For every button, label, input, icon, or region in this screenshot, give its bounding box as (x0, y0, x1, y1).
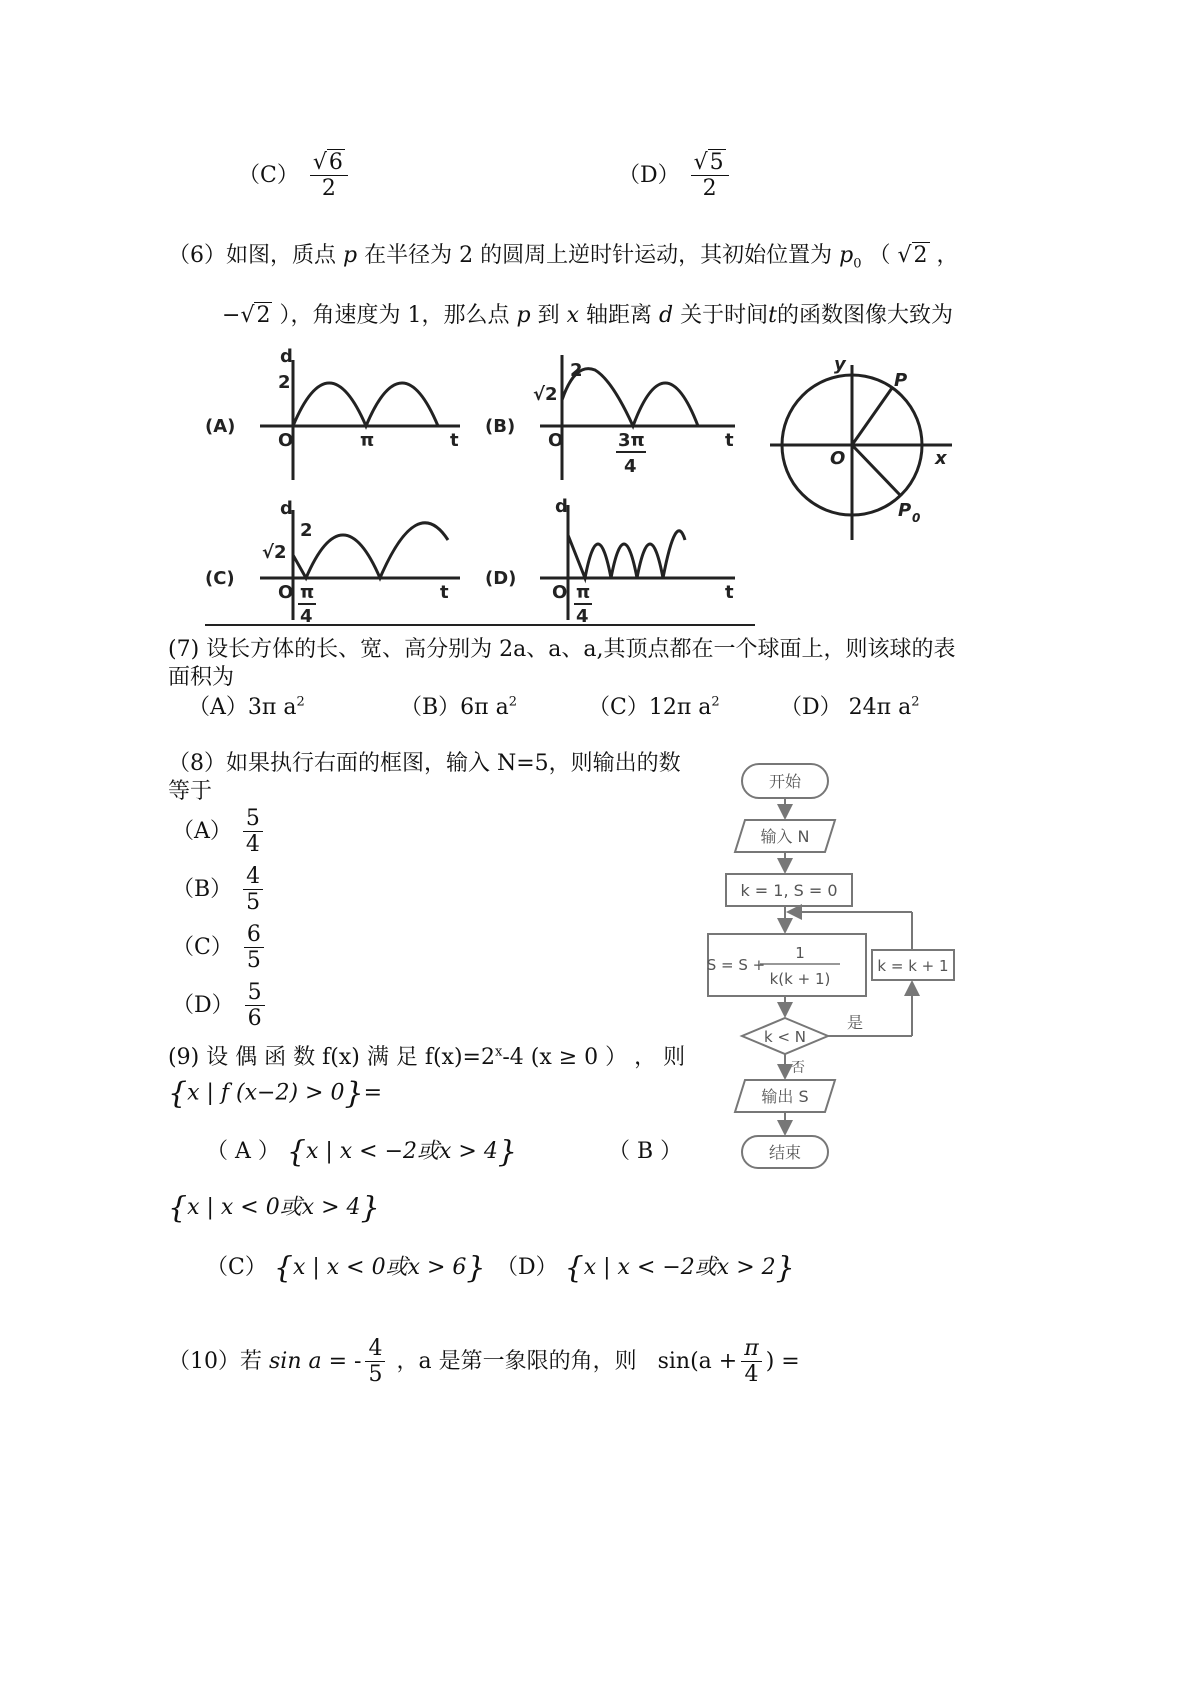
numerator: 5 (245, 980, 265, 1006)
radicand: 6 (328, 150, 343, 175)
option-label: （C） (238, 162, 299, 188)
var-x: x (566, 303, 579, 328)
q8-option-b (172, 864, 267, 916)
option-text: （B）6π a (400, 695, 509, 720)
q5-option-c (238, 150, 352, 202)
exponent: 2 (508, 694, 518, 710)
q6-circle-diagram (770, 350, 970, 550)
text: ），角速度为 1，那么点 (279, 303, 510, 328)
axis-label-d: d (555, 496, 568, 517)
fraction (244, 922, 264, 974)
origin-label: O (548, 430, 564, 451)
axis-label-t: t (450, 430, 459, 451)
denominator: 6 (247, 1006, 262, 1032)
input-label: 输入 N (760, 827, 810, 846)
var-p0: p (839, 243, 854, 268)
q8-flowchart (700, 760, 970, 1170)
exponent: 2 (296, 694, 305, 710)
set-text: x | f (x−2) > 0 (187, 1080, 345, 1106)
fraction (243, 806, 263, 858)
q7-text-line1: (7) 设长方体的长、宽、高分别为 2a、a、a,其顶点都在一个球面上，则该球的表 (168, 637, 956, 662)
text: 关于时间 (680, 303, 769, 328)
numerator: 6 (244, 922, 264, 948)
fraction (243, 864, 263, 916)
option-label: （D） (618, 162, 680, 188)
radicand: 2 (256, 303, 271, 328)
tick-label-4: 4 (576, 606, 589, 627)
q9-option-a: （ A ） {x | x < −2或x > 4} (206, 1134, 517, 1170)
tick-label-sqrt2: √2 (533, 384, 558, 405)
graph-c-label: (C) (205, 568, 235, 589)
cond-label: k < N (763, 1028, 807, 1046)
text: （ (868, 243, 891, 268)
q6-line2 (222, 298, 953, 329)
set-text: x | x < −2或x > 2 (583, 1255, 776, 1280)
exponent: 2 (711, 694, 720, 710)
q9-option-b-set: {x | x < 0或x > 4} (168, 1190, 380, 1226)
q6-line1 (168, 238, 959, 271)
origin-label: O (278, 582, 294, 603)
var-t: t (768, 303, 777, 328)
q7-option-c (588, 690, 720, 721)
axis-label-d: d (280, 498, 293, 519)
numerator: 4 (365, 1336, 385, 1362)
exponent: 2 (911, 694, 920, 710)
fraction: $\frac{√5}{2}$ (691, 150, 729, 202)
x-label: x (935, 448, 947, 469)
text: （6）如图，质点 (168, 243, 336, 268)
option-text: （C）12π a (588, 695, 712, 720)
q8-text-line1: （8）如果执行右面的框图，输入 N=5，则输出的数 (168, 751, 681, 776)
text: 的函数图像大致为 (776, 303, 953, 328)
numerator: π (741, 1336, 761, 1362)
yes-label: 是 (846, 1013, 864, 1032)
graph-c-curve (293, 523, 448, 578)
tick-label-sqrt2: √2 (262, 542, 287, 563)
q7-text-line2: 面积为 (168, 665, 235, 690)
math: sin(a + (657, 1348, 738, 1374)
q9-set-expression: {x | f (x−2) > 0}= (168, 1076, 382, 1111)
option-label: （ A ） (206, 1139, 280, 1164)
tick-label-pi: π (300, 582, 315, 603)
inc-label: k = k + 1 (877, 957, 949, 975)
sum-label-left: S = S + (706, 956, 766, 974)
minus: − (222, 303, 241, 328)
tick-label-2: 2 (300, 520, 313, 541)
tick-label-pi: π (576, 582, 591, 603)
minus: - (354, 1348, 362, 1374)
tick-label-4: 4 (624, 456, 637, 477)
graph-a-label: (A) (205, 416, 236, 437)
tick-label-2: 2 (570, 360, 583, 381)
q9-option-c: （C） {x | x < 0或x > 6} (206, 1250, 486, 1286)
denominator: 5 (246, 948, 261, 974)
option-label: （A） (172, 818, 232, 844)
text: 在半径为 2 的圆周上逆时针运动，其初始位置为 (364, 243, 833, 268)
q9-text-line1 (168, 1040, 685, 1071)
radius-p (852, 388, 892, 445)
radicand: 5 (709, 150, 724, 175)
origin-label: O (278, 430, 294, 451)
exponent: x (494, 1044, 503, 1060)
denominator: 4 (245, 832, 260, 858)
q8-option-a (172, 806, 267, 858)
axis-label-t: t (725, 430, 734, 451)
q9-option-d: （D） {x | x < −2或x > 2} (496, 1250, 795, 1286)
q8-text-line2: 等于 (168, 779, 213, 804)
sum-numerator: 1 (795, 944, 805, 962)
option-label: （D） (496, 1255, 558, 1280)
q9-option-b-label: （ B ） (608, 1139, 683, 1164)
q7-option-d (780, 690, 919, 721)
fraction (741, 1336, 761, 1388)
graph-a-curve (293, 383, 438, 426)
q7-option-a (188, 690, 305, 721)
end-label: 结束 (768, 1143, 802, 1162)
equals: = (363, 1080, 382, 1106)
start-label: 开始 (768, 772, 802, 791)
text: ， (936, 243, 959, 268)
denominator: 2 (321, 176, 336, 202)
q10-text (168, 1336, 800, 1388)
q5-option-d (618, 150, 733, 202)
option-text: （A）3π a (188, 695, 297, 720)
init-label: k = 1, S = 0 (740, 881, 838, 900)
no-label: 否 (791, 1060, 805, 1076)
numerator: 5 (243, 806, 263, 832)
sum-denominator: k(k + 1) (769, 970, 831, 988)
math: sin a = (269, 1348, 348, 1374)
option-label: （B） (172, 876, 233, 902)
text: -4 (x ≥ 0 ） ， 则 (502, 1045, 686, 1070)
text: ，a 是第一象限的角，则 (396, 1348, 637, 1374)
origin-label: O (830, 448, 846, 469)
q8-option-c (172, 922, 268, 974)
var-p: p (516, 303, 531, 328)
point-p0-subscript: 0 (912, 511, 921, 525)
denominator: 2 (702, 176, 717, 202)
point-p-label: P (894, 370, 908, 391)
y-label: y (834, 354, 846, 375)
fraction (365, 1336, 385, 1388)
set-text: x | x < −2或x > 4 (305, 1139, 498, 1164)
q8-option-d (172, 980, 269, 1032)
axis-label-d: d (280, 346, 293, 367)
fraction (245, 980, 265, 1032)
fraction: $\frac{√6}{2}$ (310, 150, 348, 202)
tick-label-3pi: 3π (618, 430, 645, 451)
var-d: d (659, 303, 674, 328)
sqrt: √2 (240, 303, 271, 328)
set-text: x | x < 0或x > 4 (187, 1195, 361, 1220)
axis-label-t: t (725, 582, 734, 603)
var-p: p (343, 243, 358, 268)
text: (9) 设 偶 函 数 f(x) 满 足 f(x)=2 (168, 1045, 495, 1070)
option-text: （D） 24π a (780, 695, 912, 720)
graph-d-label: (D) (485, 568, 517, 589)
radicand: 2 (913, 243, 928, 268)
text: （10）若 (168, 1348, 262, 1374)
denominator: 5 (246, 890, 261, 916)
option-label: （D） (172, 992, 234, 1018)
math: ) = (765, 1348, 800, 1374)
tick-label-4: 4 (300, 606, 313, 627)
graph-b-label: (B) (485, 416, 516, 437)
text: 轴距离 (586, 303, 653, 328)
subscript: 0 (853, 256, 862, 272)
output-label: 输出 S (761, 1087, 809, 1106)
point-p0-label: P (898, 500, 912, 521)
axis-label-t: t (440, 582, 449, 603)
tick-label-2: 2 (278, 372, 291, 393)
sqrt: √2 (897, 243, 928, 268)
denominator: 4 (744, 1362, 759, 1388)
denominator: 5 (368, 1362, 383, 1388)
option-label: （C） (206, 1255, 267, 1280)
set-text: x | x < 0或x > 6 (292, 1255, 467, 1280)
text: 到 (537, 303, 560, 328)
tick-label-pi: π (360, 430, 375, 451)
q7-option-b (400, 690, 517, 721)
numerator: 4 (243, 864, 263, 890)
graph-d-curve (568, 531, 685, 578)
origin-label: O (552, 582, 568, 603)
option-label: （C） (172, 934, 233, 960)
radius-p0 (852, 445, 900, 495)
q6-graphs (200, 340, 760, 630)
